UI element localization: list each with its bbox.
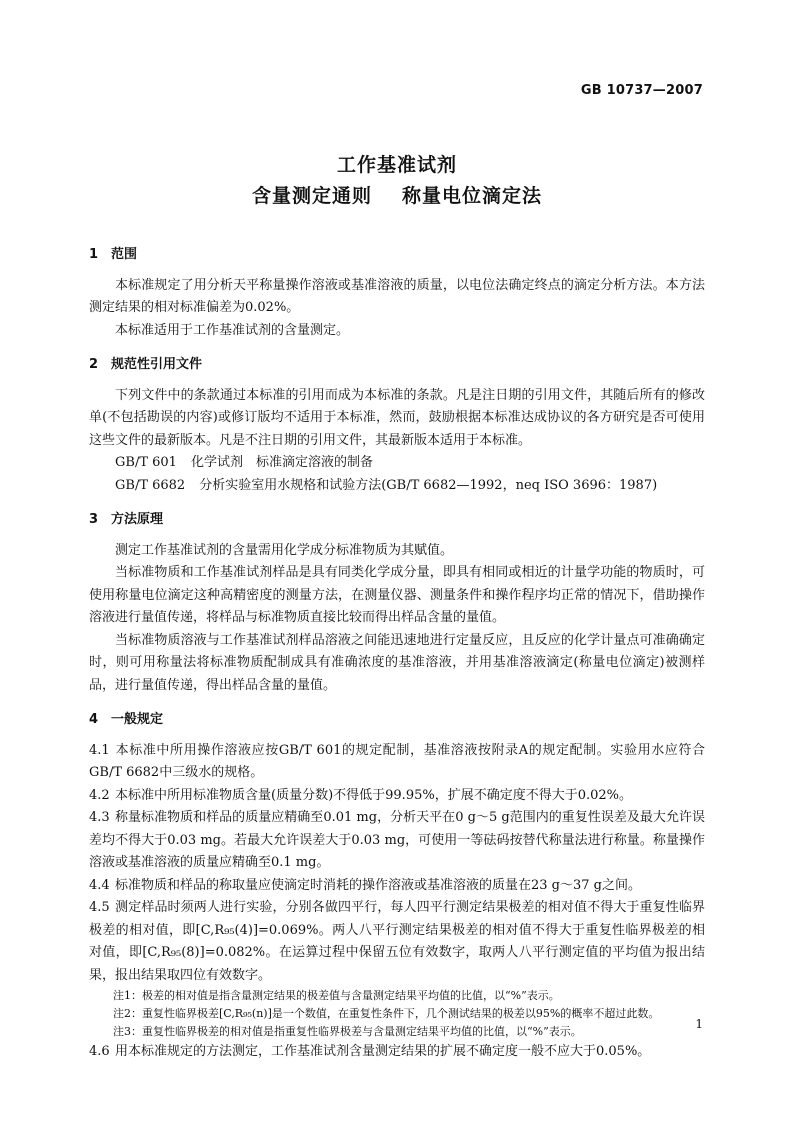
note: 注3：重复性临界极差的相对值是指重复性临界极差与含量测定结果平均值的比值，以“%”表示。 <box>113 1025 582 1038</box>
reference-item: GB/T 601 化学试剂 标准滴定溶液的制备 <box>115 455 373 470</box>
document-title-line1: 工作基准试剂 <box>336 154 457 176</box>
clause-4-6: 4.6 用本标准规定的方法测定，工作基准试剂含量测定结果的扩展不确定度一般不应大于0.05%。 <box>89 1044 651 1059</box>
clause-4-5: 4.5 测定样品时须两人进行实验，分别各做四平行，每人四平行测定结果极差的相对值不得大于重复性临界极差的相对值，即[C,R₉₅(4)]=0.069%。两人八平行测定结果极差的相对值不得大于重复性临界极差的相对值，即[C,R₉₅(8)]=0.082%。在运算过程中保留五位有效数字，取两人八平行测定值的平均值为报出结果，报出结果取四位有效数字。 <box>89 900 705 983</box>
clause-4-4: 4.4 标准物质和样品的称取量应使滴定时消耗的操作溶液或基准溶液的质量在23 g～37 g之间。 <box>89 877 641 893</box>
reference-item: GB/T 6682 分析实验室用水规格和试验方法(GB/T 6682—1992，neq ISO 3696：1987) <box>115 477 658 493</box>
paragraph: 当标准物质溶液与工作基准试剂样品溶液之间能迅速地进行定量反应，且反应的化学计量点可准确确定时，则可用称量法将标准物质配制成具有准确浓度的基准溶液，并用基准溶液滴定(称量电位滴定)被测样品，进行量值传递，得出样品含量的量值。 <box>89 632 705 693</box>
document-body <box>89 244 705 1064</box>
paragraph: 本标准规定了用分析天平称量操作溶液或基准溶液的质量，以电位法确定终点的滴定分析方法。本方法测定结果的相对标准偏差为0.02%。 <box>89 277 705 315</box>
clause-4-1: 4.1 本标准中所用操作溶液应按GB/T 601的规定配制，基准溶液按附录A的规定配制。实验用水应符合GB/T 6682中三级水的规格。 <box>89 742 705 780</box>
note: 注1：极差的相对值是指含量测定结果的极差值与含量测定结果平均值的比值，以“%”表示。 <box>113 989 560 1002</box>
title-part-b: 称量电位滴定法 <box>402 185 543 207</box>
section-heading-2: 2 规范性引用文件 <box>89 357 203 372</box>
paragraph: 本标准适用于工作基准试剂的含量测定。 <box>115 322 350 338</box>
document-title-line2 <box>0 181 794 208</box>
section-heading-4: 4 一般规定 <box>89 712 164 727</box>
section-heading-1: 1 范围 <box>89 247 138 262</box>
clause-4-3: 4.3 称量标准物质和样品的质量应精确至0.01 mg，分析天平在0 g～5 g范围内的重复性误差及最大允许误差均不得大于0.03 mg。若最大允许误差大于0.03 mg，可使用一等砝码按替代称量法进行称量。称量操作溶液或基准溶液的质量应精确至0.1 mg。 <box>89 810 705 870</box>
paragraph: 当标准物质和工作基准试剂样品是具有同类化学成分量，即具有相同或相近的计量学功能的物质时，可使用称量电位滴定这种高精密度的测量方法，在测量仪器、测量条件和操作程序均正常的情况下，借助操作溶液进行量值传递，将样品与标准物质直接比较而得出样品含量的量值。 <box>89 565 705 625</box>
paragraph: 下列文件中的条款通过本标准的引用而成为本标准的条款。凡是注日期的引用文件，其随后所有的修改单(不包括勘误的内容)或修订版均不适用于本标准，然而，鼓励根据本标准达成协议的各方研究是否可使用这些文件的最新版本。凡是不注日期的引用文件，其最新版本适用于本标准。 <box>89 387 705 448</box>
standard-code: GB 10737—2007 <box>580 83 703 98</box>
paragraph: 测定工作基准试剂的含量需用化学成分标准物质为其赋值。 <box>115 542 454 558</box>
clause-4-2: 4.2 本标准中所用标准物质含量(质量分数)不得低于99.95%，扩展不确定度不得大于0.02%。 <box>89 787 633 803</box>
title-part-a: 含量测定通则 <box>251 185 372 207</box>
note: 注2：重复性临界极差[C,R₉₅(n)]是一个数值，在重复性条件下，几个测试结果的极差以95%的概率不超过此数。 <box>113 1007 660 1020</box>
section-heading-3: 3 方法原理 <box>89 512 164 527</box>
page-number: 1 <box>695 1017 703 1031</box>
